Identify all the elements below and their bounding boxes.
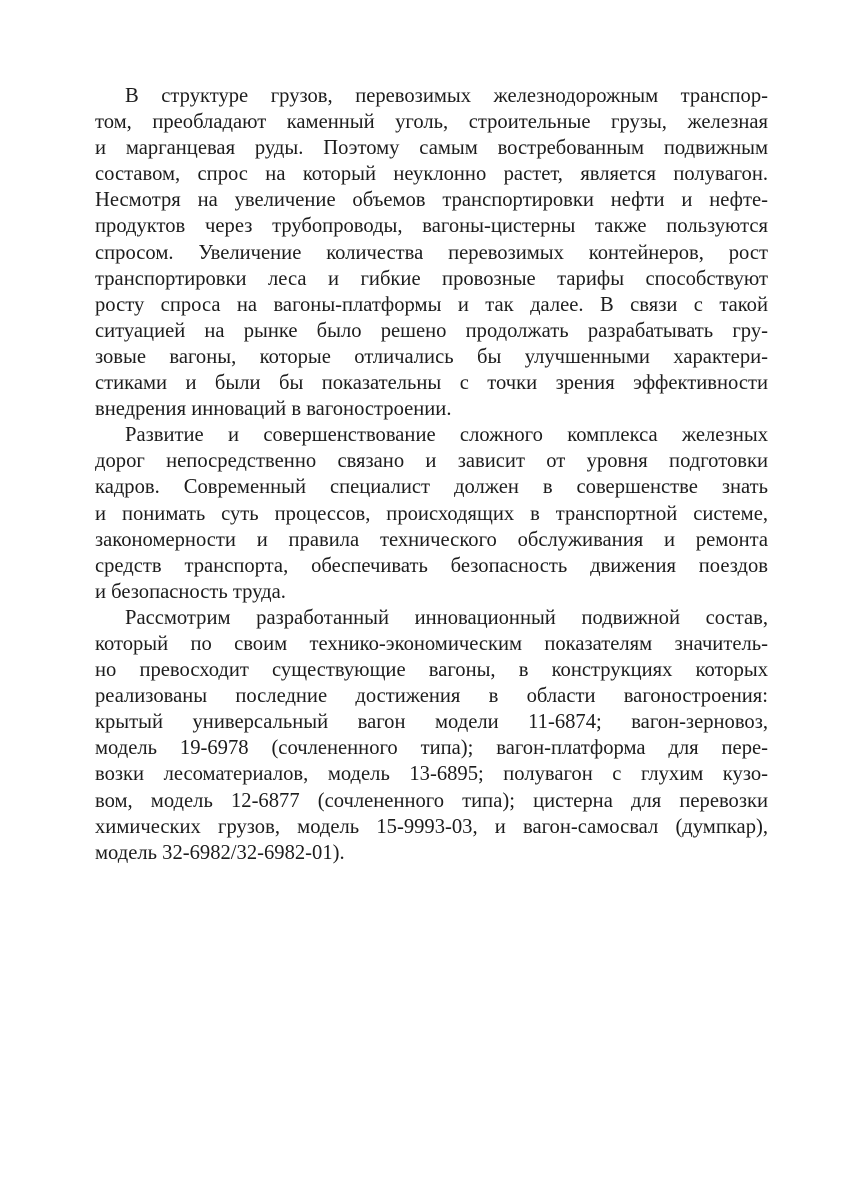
text-line: росту спроса на вагоны-платформы и так далее. В связи с такой bbox=[95, 293, 768, 316]
text-line: Развитие и совершенствование сложного комплекса железных bbox=[125, 424, 768, 447]
text-line: продуктов через трубопроводы, вагоны-цистерны также пользуются bbox=[95, 215, 768, 238]
text-line: транспортировки леса и гибкие провозные тарифы способствуют bbox=[95, 267, 768, 290]
text-line: средств транспорта, обеспечивать безопасность движения поездов bbox=[95, 554, 768, 577]
text-line: зовые вагоны, которые отличались бы улучшенными характери- bbox=[95, 345, 768, 368]
text-line: химических грузов, модель 15-9993-03, и вагон-самосвал (думпкар), bbox=[95, 815, 768, 838]
text-line: Рассмотрим разработанный инновационный подвижной состав, bbox=[125, 606, 768, 629]
document-page bbox=[95, 83, 768, 866]
text-line: кадров. Современный специалист должен в совершенстве знать bbox=[95, 476, 768, 499]
text-line: Несмотря на увеличение объемов транспортировки нефти и нефте- bbox=[95, 189, 768, 212]
text-line: закономерности и правила технического обслуживания и ремонта bbox=[95, 528, 768, 551]
text-line: и понимать суть процессов, происходящих в транспортной системе, bbox=[95, 502, 768, 525]
text-line: стиками и были бы показательны с точки зрения эффективности bbox=[95, 372, 768, 395]
text-line: крытый универсальный вагон модели 11-6874; вагон-зерновоз, bbox=[95, 711, 768, 734]
text-line: В структуре грузов, перевозимых железнодорожным транспор- bbox=[125, 85, 768, 107]
text-line: реализованы последние достижения в области вагоностроения: bbox=[95, 685, 768, 708]
text-line: спросом. Увеличение количества перевозимых контейнеров, рост bbox=[95, 241, 768, 264]
paragraph-1 bbox=[95, 83, 768, 422]
text-line: том, преобладают каменный уголь, строительные грузы, железная bbox=[95, 111, 768, 134]
text-line: модель 19-6978 (сочлененного типа); вагон-платформа для пере- bbox=[95, 737, 768, 760]
text-line: возки лесоматериалов, модель 13-6895; полувагон с глухим кузо- bbox=[95, 763, 768, 786]
text-line: внедрения инноваций в вагоностроении. bbox=[95, 398, 452, 421]
text-line: ситуацией на рынке было решено продолжать разрабатывать гру- bbox=[95, 319, 768, 342]
text-line: дорог непосредственно связано и зависит от уровня подготовки bbox=[95, 450, 768, 473]
paragraph-3 bbox=[95, 605, 768, 866]
text-line: и безопасность труда. bbox=[95, 580, 286, 603]
text-line: который по своим технико-экономическим показателям значитель- bbox=[95, 632, 768, 655]
text-line: вом, модель 12-6877 (сочлененного типа); цистерна для перевозки bbox=[95, 789, 768, 812]
text-line: и марганцевая руды. Поэтому самым востребованным подвижным bbox=[95, 137, 768, 160]
text-line: модель 32-6982/32-6982-01). bbox=[95, 841, 345, 864]
text-line: составом, спрос на который неуклонно растет, является полувагон. bbox=[95, 163, 768, 186]
text-line: но превосходит существующие вагоны, в конструкциях которых bbox=[95, 659, 768, 682]
paragraph-2 bbox=[95, 422, 768, 605]
